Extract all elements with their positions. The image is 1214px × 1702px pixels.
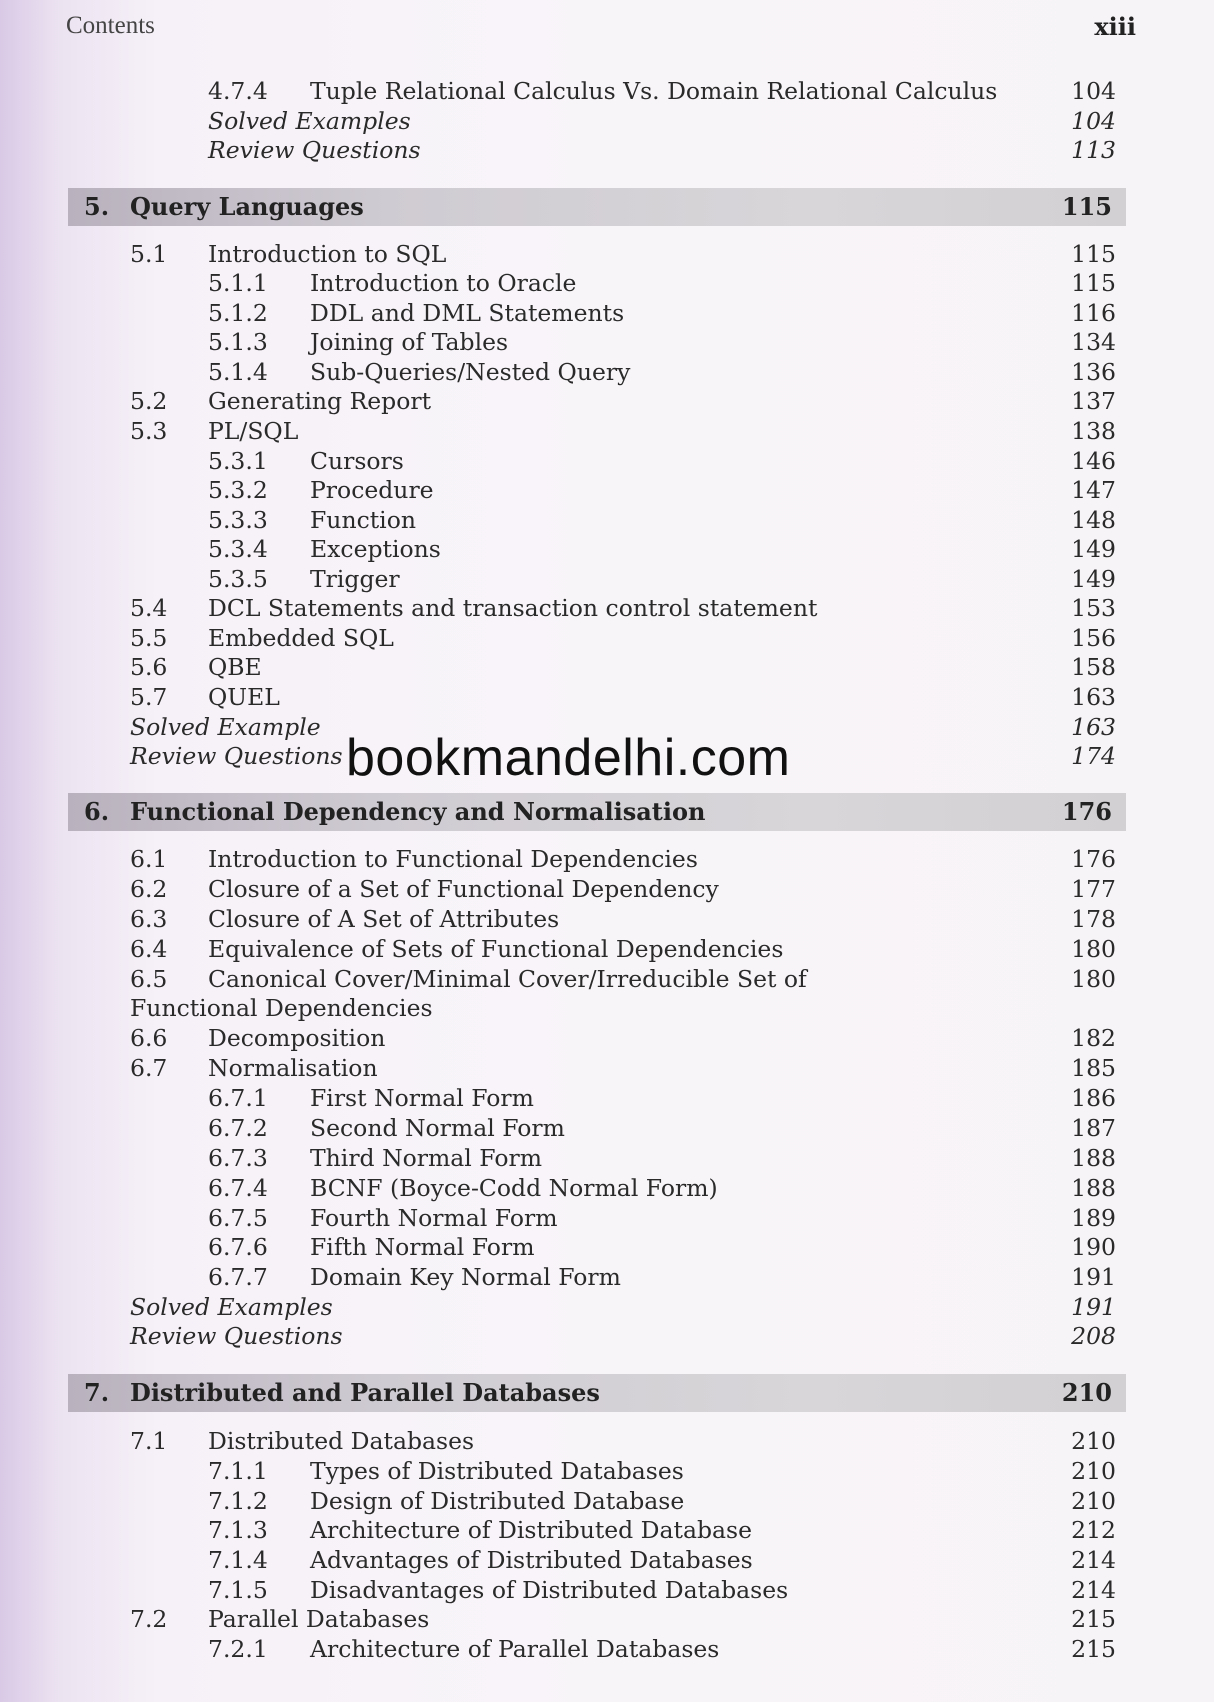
section-number: 5.3.5 [208,565,268,593]
section-title: Fifth Normal Form [310,1233,535,1261]
section-number: 5.2 [130,387,168,415]
section-page: 182 [1071,1024,1116,1052]
toc-entry [0,135,1214,165]
section-title: Solved Example [130,713,321,741]
toc-entry [0,934,1214,964]
toc-entry [0,475,1214,505]
toc-entry [0,1232,1214,1262]
section-number: 6.7.5 [208,1204,268,1232]
section-page: 137 [1071,387,1116,415]
toc-entry [0,993,1214,1023]
section-title: Domain Key Normal Form [310,1263,621,1291]
section-page: 149 [1071,535,1116,563]
section-number: 5.5 [130,624,168,652]
section-number: 6.7 [130,1054,168,1082]
section-title: Architecture of Parallel Databases [310,1635,720,1663]
section-title: Trigger [310,565,400,593]
toc-entry [0,904,1214,934]
section-page: 147 [1071,476,1116,504]
toc-entry [0,1053,1214,1083]
toc-entry [0,446,1214,476]
section-title: Design of Distributed Database [310,1487,685,1515]
toc-entry [0,1486,1214,1516]
section-number: 5.3.1 [208,447,268,475]
section-number: 4.7.4 [208,77,268,105]
section-page: 191 [1071,1263,1116,1291]
section-title: Function [310,506,416,534]
section-number: 7.1.3 [208,1516,268,1544]
section-number: 5.6 [130,653,168,681]
toc-entry [0,623,1214,653]
section-title: QUEL [208,683,280,711]
section-title: Canonical Cover/Minimal Cover/Irreducible Set of [208,965,807,993]
section-number: 6.3 [130,905,168,933]
section-number: 6.7.6 [208,1233,268,1261]
section-title: Equivalence of Sets of Functional Dependencies [208,935,784,963]
section-number: 6.7.1 [208,1084,268,1112]
section-page: 187 [1071,1114,1116,1142]
section-page: 214 [1071,1576,1116,1604]
toc-entry [0,1515,1214,1545]
section-number: 5.3 [130,417,168,445]
section-title: Types of Distributed Databases [310,1457,684,1485]
section-title: Review Questions [130,1322,343,1350]
section-page: 136 [1071,358,1116,386]
section-title: Fourth Normal Form [310,1204,558,1232]
section-page: 180 [1071,965,1116,993]
section-title: QBE [208,653,262,681]
section-page: 158 [1071,653,1116,681]
chapter-page: 210 [1061,1378,1112,1407]
section-number: 5.3.4 [208,535,268,563]
toc-entry [0,268,1214,298]
section-title: DDL and DML Statements [310,299,625,327]
section-title: Solved Examples [208,107,411,135]
section-page: 134 [1071,328,1116,356]
section-title: Exceptions [310,535,441,563]
section-number: 6.2 [130,875,168,903]
toc-entry [0,844,1214,874]
toc-entry [0,874,1214,904]
section-number: 5.4 [130,594,168,622]
page-number: xiii [1094,12,1136,41]
section-title: Generating Report [208,387,432,415]
toc-entry [0,1321,1214,1351]
section-title: Tuple Relational Calculus Vs. Domain Relational Calculus [310,77,998,105]
section-number: 7.2 [130,1605,168,1633]
toc-entry [0,534,1214,564]
section-page: 185 [1071,1054,1116,1082]
section-number: 6.4 [130,935,168,963]
section-number: 5.1.4 [208,358,268,386]
toc-entry [0,564,1214,594]
section-page: 146 [1071,447,1116,475]
section-title: Third Normal Form [310,1144,542,1172]
section-page: 215 [1071,1635,1116,1663]
toc-entry [0,1083,1214,1113]
chapter-heading [68,793,1126,831]
toc-entry [0,1023,1214,1053]
toc-entry [0,1545,1214,1575]
section-page: 208 [1071,1322,1116,1350]
section-number: 7.1 [130,1427,168,1455]
toc-entry [0,1143,1214,1173]
section-number: 7.1.5 [208,1576,268,1604]
section-title: Closure of A Set of Attributes [208,905,560,933]
section-page: 116 [1071,299,1116,327]
section-title: Decomposition [208,1024,386,1052]
section-page: 115 [1071,240,1116,268]
section-page: 113 [1071,136,1116,164]
section-number: 6.7.4 [208,1174,268,1202]
toc-entry [0,1426,1214,1456]
section-page: 210 [1071,1487,1116,1515]
section-page: 153 [1071,594,1116,622]
section-page: 174 [1071,742,1116,770]
toc-entry [0,1203,1214,1233]
section-page: 210 [1071,1427,1116,1455]
toc-entry [0,1292,1214,1322]
toc-entry [0,505,1214,535]
section-title: DCL Statements and transaction control statement [208,594,818,622]
section-number: 5.1.2 [208,299,268,327]
section-page: 149 [1071,565,1116,593]
toc-entry [0,1262,1214,1292]
section-page: 210 [1071,1457,1116,1485]
section-title: Review Questions [130,742,343,770]
section-page: 180 [1071,935,1116,963]
toc-entry [0,1113,1214,1143]
toc-entry [0,327,1214,357]
section-page: 188 [1071,1144,1116,1172]
section-title: Introduction to Functional Dependencies [208,845,698,873]
chapter-page: 115 [1061,192,1112,221]
section-title: Advantages of Distributed Databases [310,1546,753,1574]
toc-entry [0,1604,1214,1634]
toc-entry [0,76,1214,106]
section-page: 190 [1071,1233,1116,1261]
section-title: Joining of Tables [310,328,509,356]
section-number: 7.1.1 [208,1457,268,1485]
chapter-page: 176 [1061,797,1112,826]
toc-entry [0,386,1214,416]
section-number: 7.1.4 [208,1546,268,1574]
toc-entry [0,106,1214,136]
section-page: 186 [1071,1084,1116,1112]
section-title: Introduction to Oracle [310,269,577,297]
section-title: Distributed Databases [208,1427,475,1455]
section-page: 148 [1071,506,1116,534]
section-title: First Normal Form [310,1084,534,1112]
section-title: Parallel Databases [208,1605,430,1633]
section-title: Introduction to SQL [208,240,447,268]
section-page: 215 [1071,1605,1116,1633]
toc-entry [0,1575,1214,1605]
watermark: bookmandelhi.com [346,729,791,787]
section-number: 7.2.1 [208,1635,268,1663]
section-title: Review Questions [208,136,421,164]
section-page: 212 [1071,1516,1116,1544]
section-number: 7.1.2 [208,1487,268,1515]
section-number: 6.5 [130,965,168,993]
chapter-heading [68,1374,1126,1412]
section-title: Second Normal Form [310,1114,565,1142]
section-page: 214 [1071,1546,1116,1574]
chapter-number: 6. [84,797,110,826]
section-number: 5.7 [130,683,168,711]
section-page: 163 [1071,683,1116,711]
toc-entry [0,416,1214,446]
toc-entry [0,682,1214,712]
section-title: BCNF (Boyce-Codd Normal Form) [310,1174,718,1202]
section-page: 191 [1071,1293,1116,1321]
section-title: Solved Examples [130,1293,333,1321]
chapter-number: 5. [84,192,110,221]
section-number: 5.1 [130,240,168,268]
section-page: 177 [1071,875,1116,903]
chapter-title: Functional Dependency and Normalisation [130,797,706,826]
toc-entry [0,1173,1214,1203]
page-header [66,12,1148,46]
section-page: 104 [1071,107,1116,135]
section-page: 115 [1071,269,1116,297]
section-page: 138 [1071,417,1116,445]
section-number: 6.7.3 [208,1144,268,1172]
section-title: PL/SQL [208,417,299,445]
section-page: 104 [1071,77,1116,105]
section-title: Cursors [310,447,404,475]
section-page: 188 [1071,1174,1116,1202]
section-number: 6.1 [130,845,168,873]
toc-entry [0,1456,1214,1486]
running-head: Contents [66,12,155,39]
section-title: Disadvantages of Distributed Databases [310,1576,789,1604]
toc-entry [0,652,1214,682]
toc-entry [0,1634,1214,1664]
section-title: Procedure [310,476,434,504]
section-number: 5.1.3 [208,328,268,356]
section-title: Architecture of Distributed Database [310,1516,753,1544]
section-number: 6.7.7 [208,1263,268,1291]
section-title: Sub-Queries/Nested Query [310,358,631,386]
section-page: 176 [1071,845,1116,873]
toc-entry [0,357,1214,387]
section-number: 5.3.2 [208,476,268,504]
section-number: 6.7.2 [208,1114,268,1142]
section-number: 5.1.1 [208,269,268,297]
section-number: 5.3.3 [208,506,268,534]
section-title: Closure of a Set of Functional Dependency [208,875,719,903]
section-page: 156 [1071,624,1116,652]
toc-entry [0,298,1214,328]
section-title: Functional Dependencies [130,994,433,1022]
chapter-number: 7. [84,1378,110,1407]
chapter-title: Distributed and Parallel Databases [130,1378,600,1407]
section-page: 178 [1071,905,1116,933]
section-title: Embedded SQL [208,624,394,652]
toc-entry [0,239,1214,269]
section-page: 163 [1071,713,1116,741]
section-number: 6.6 [130,1024,168,1052]
section-page: 189 [1071,1204,1116,1232]
toc-entry [0,964,1214,994]
section-title: Normalisation [208,1054,378,1082]
toc-entry [0,593,1214,623]
chapter-heading [68,188,1126,226]
chapter-title: Query Languages [130,192,364,221]
